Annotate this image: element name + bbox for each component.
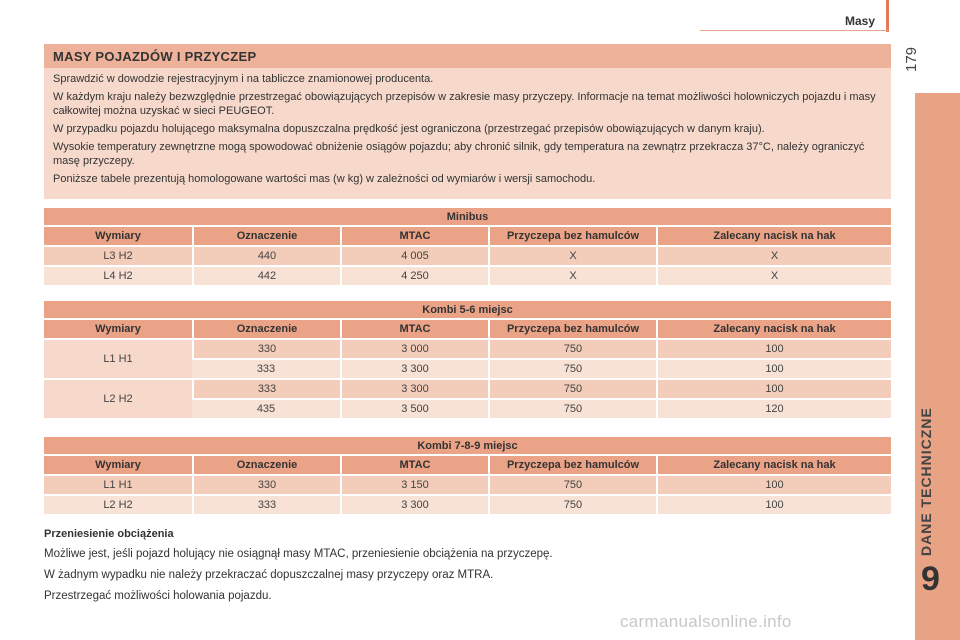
cell: 750 (488, 380, 656, 398)
cell: 333 (192, 360, 340, 378)
section-title: Masy (845, 14, 876, 28)
table-row (44, 476, 891, 494)
cell: L3 H2 (44, 247, 192, 265)
col-header-nose-weight: Zalecany nacisk na hak (656, 456, 891, 474)
table-row (44, 340, 891, 358)
cell: 3 000 (340, 340, 488, 358)
chapter-number: 9 (921, 560, 940, 598)
kombi-7-8-9-table (44, 435, 891, 516)
cell: 750 (488, 496, 656, 514)
cell: 750 (488, 340, 656, 358)
cell: X (656, 247, 891, 265)
cell: 100 (656, 360, 891, 378)
cell: L2 H2 (44, 380, 192, 418)
load-transfer-section (44, 528, 894, 610)
cell: X (488, 247, 656, 265)
cell: 333 (192, 380, 340, 398)
cell: 4 250 (340, 267, 488, 285)
cell: 3 500 (340, 400, 488, 418)
minibus-table (44, 206, 891, 287)
cell: 3 150 (340, 476, 488, 494)
kombi-5-6-table (44, 299, 891, 420)
paragraph: W żadnym wypadku nie należy przekraczać dopuszczalnej masy przyczepy oraz MTRA. (44, 569, 494, 581)
cell: 440 (192, 247, 340, 265)
cell: 100 (656, 496, 891, 514)
table-row (44, 380, 891, 398)
table-row (44, 247, 891, 265)
col-header-nose-weight: Zalecany nacisk na hak (656, 227, 891, 245)
cell: 442 (192, 267, 340, 285)
cell: 100 (656, 340, 891, 358)
col-header-mtac: MTAC (340, 320, 488, 338)
header-accent-bar (886, 0, 889, 32)
paragraph: Przestrzegać możliwości holowania pojazdu. (44, 590, 272, 602)
cell: 100 (656, 380, 891, 398)
col-header-dimensions: Wymiary (44, 227, 192, 245)
paragraph: Możliwe jest, jeśli pojazd holujący nie osiągnął masy MTAC, przeniesienie obciążenia na przyczepę. (44, 548, 553, 560)
chapter-side-tab (915, 93, 960, 640)
info-box (44, 44, 891, 199)
cell: 750 (488, 400, 656, 418)
chapter-label: DANE TECHNICZNE (918, 407, 934, 556)
info-paragraph-text: W każdym kraju należy bezwzględnie przestrzegać obowiązujących przepisów w zakresie masy przyczepy. Informacje na temat możliwości holowniczych pojazdu i masy całkowitej można uzyskać w sieci PEUGEOT. (53, 91, 876, 117)
col-header-unbraked-trailer: Przyczepa bez hamulców (488, 320, 656, 338)
cell: 4 005 (340, 247, 488, 265)
cell: 333 (192, 496, 340, 514)
col-header-dimensions: Wymiary (44, 320, 192, 338)
cell: 750 (488, 360, 656, 378)
info-paragraph: W przypadku pojazdu holującego maksymalna dopuszczalna prędkość jest ograniczona (przestrzegać przepisów obowiązujących w danym kraju). (53, 123, 765, 135)
cell: 3 300 (340, 360, 488, 378)
header-rule (700, 30, 889, 31)
page-number: 179 (903, 46, 920, 72)
col-header-mtac: MTAC (340, 456, 488, 474)
col-header-designation: Oznaczenie (192, 227, 340, 245)
table-caption: Minibus (44, 208, 891, 225)
col-header-unbraked-trailer: Przyczepa bez hamulców (488, 227, 656, 245)
cell: 120 (656, 400, 891, 418)
cell: 435 (192, 400, 340, 418)
table-caption: Kombi 5-6 miejsc (44, 301, 891, 318)
info-paragraph (53, 90, 882, 118)
col-header-unbraked-trailer: Przyczepa bez hamulców (488, 456, 656, 474)
table-row (44, 496, 891, 514)
info-paragraph: Poniższe tabele prezentują homologowane wartości mas (w kg) w zależności od wymiarów i wersji samochodu. (53, 173, 596, 185)
info-paragraph: Wysokie temperatury zewnętrzne mogą spowodować obniżenie osiągów pojazdu; aby chronić silnik, gdy temperatura na zewnątrz przekracza 37°C, należy ograniczyć masę przyczepy. (53, 141, 865, 167)
cell: 3 300 (340, 380, 488, 398)
cell: 3 300 (340, 496, 488, 514)
cell: 330 (192, 340, 340, 358)
cell: L2 H2 (44, 496, 192, 514)
cell: 100 (656, 476, 891, 494)
cell: L1 H1 (44, 340, 192, 378)
cell: L4 H2 (44, 267, 192, 285)
cell: X (488, 267, 656, 285)
info-title: MASY POJAZDÓW I PRZYCZEP (44, 44, 891, 68)
cell: 330 (192, 476, 340, 494)
col-header-dimensions: Wymiary (44, 456, 192, 474)
cell: X (656, 267, 891, 285)
col-header-designation: Oznaczenie (192, 320, 340, 338)
cell: 750 (488, 476, 656, 494)
table-caption: Kombi 7-8-9 miejsc (44, 437, 891, 454)
section-heading: Przeniesienie obciążenia (44, 528, 174, 540)
info-body (44, 68, 891, 194)
table-row (44, 267, 891, 285)
info-paragraph: Sprawdzić w dowodzie rejestracyjnym i na tabliczce znamionowej producenta. (53, 73, 434, 85)
col-header-mtac: MTAC (340, 227, 488, 245)
watermark: carmanualsonline.info (620, 612, 792, 631)
col-header-designation: Oznaczenie (192, 456, 340, 474)
col-header-nose-weight: Zalecany nacisk na hak (656, 320, 891, 338)
cell: L1 H1 (44, 476, 192, 494)
